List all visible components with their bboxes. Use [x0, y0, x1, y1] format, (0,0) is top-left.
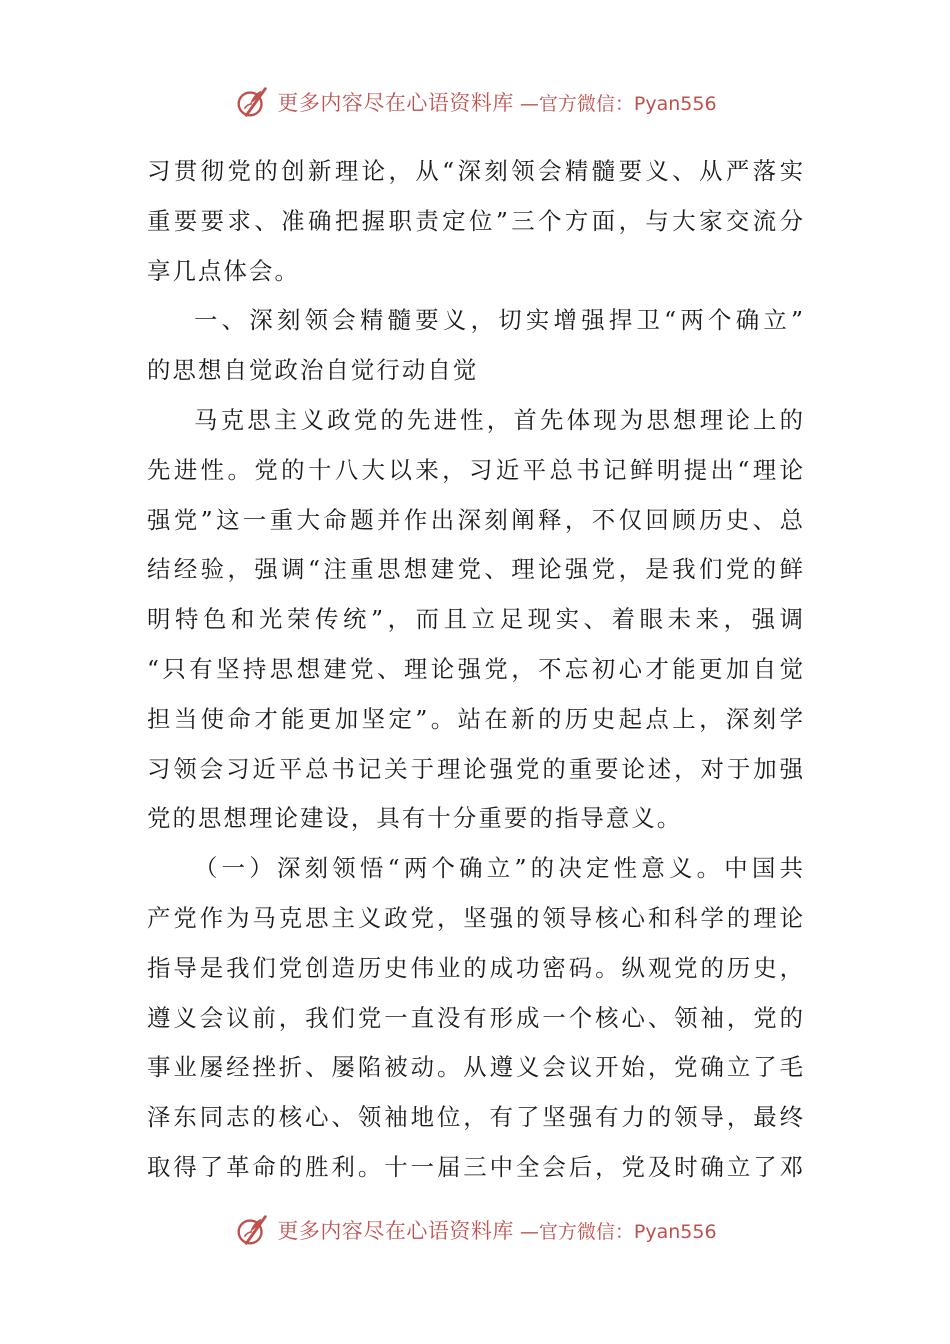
text-line: 享几点体会。	[147, 256, 300, 285]
text-line: 事业屡经挫折、屡陷被动。从遵义会议开始，党确立了毛	[147, 1053, 803, 1082]
text-line: 重要要求、准确把握职责定位”三个方面，与大家交流分	[147, 206, 803, 235]
document-body	[147, 147, 803, 1193]
text-line: 泽东同志的核心、领袖地位，有了坚强有力的领导，最终	[147, 1103, 803, 1132]
text-line: 取得了革命的胜利。十一届三中全会后，党及时确立了邓	[147, 1152, 803, 1181]
text-line: 结经验，强调“注重思想建党、理论强党，是我们党的鲜	[147, 555, 803, 584]
text-line: 明特色和光荣传统”，而且立足现实、着眼未来，强调	[147, 605, 803, 634]
text-line: 指导是我们党创造历史伟业的成功密码。纵观党的历史，	[147, 953, 803, 982]
text-line: 强党”这一重大命题并作出深刻阐释，不仅回顾历史、总	[147, 505, 803, 534]
text-line: （一）深刻领悟“两个确立”的决定性意义。中国共	[194, 854, 803, 883]
text-line: 习领会习近平总书记关于理论强党的重要论述，对于加强	[147, 754, 803, 783]
text-line: 习贯彻党的创新理论，从“深刻领会精髓要义、从严落实	[147, 157, 803, 185]
header-watermark-banner	[0, 80, 950, 124]
text-line: 遵义会议前，我们党一直没有形成一个核心、领袖，党的	[147, 1003, 803, 1032]
text-line: 担当使命才能更加坚定”。站在新的历史起点上，深刻学	[147, 704, 803, 733]
text-line: 党的思想理论建设，具有十分重要的指导意义。	[147, 804, 683, 833]
quill-logo-icon	[233, 1211, 271, 1249]
section-heading-line: 一、深刻领会精髓要义，切实增强捍卫“两个确立”	[194, 306, 803, 335]
section-heading-line: 的思想自觉政治自觉行动自觉	[147, 356, 479, 385]
banner-title: 更多内容尽在心语资料库	[277, 91, 514, 115]
banner-wechat: —官方微信：Pyan556	[519, 1220, 717, 1243]
banner-title: 更多内容尽在心语资料库	[277, 1219, 514, 1243]
text-line: 产党作为马克思主义政党，坚强的领导核心和科学的理论	[147, 903, 803, 932]
banner-wechat: —官方微信：Pyan556	[519, 92, 717, 115]
text-line: “只有坚持思想建党、理论强党，不忘初心才能更加自觉	[147, 654, 803, 683]
text-line: 马克思主义政党的先进性，首先体现为思想理论上的	[194, 405, 803, 434]
footer-watermark-banner	[0, 1208, 950, 1252]
text-line: 先进性。党的十八大以来，习近平总书记鲜明提出“理论	[147, 455, 803, 484]
quill-logo-icon	[233, 83, 271, 121]
